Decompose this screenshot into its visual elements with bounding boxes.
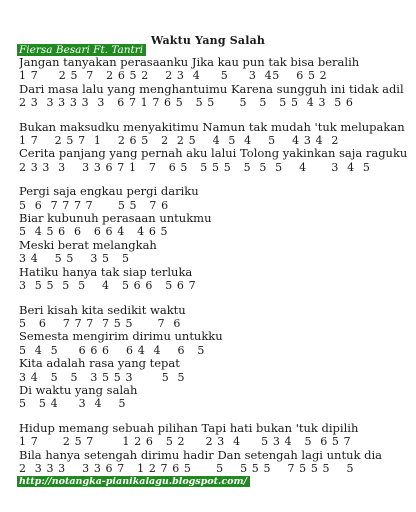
note-line: 3 4 5 5 3 5 5 3 5 5 bbox=[19, 370, 186, 384]
verse-block bbox=[19, 422, 411, 476]
verse-block bbox=[19, 185, 411, 292]
note-line: 3 4 5 5 3 5 5 bbox=[19, 252, 130, 266]
artist-label: Fiersa Besari Ft. Tantri bbox=[17, 44, 146, 56]
footer-link[interactable]: http://notangka-pianikalagu.blogspot.com/ bbox=[17, 476, 250, 487]
note-line: 5 6 7 7 7 7 5 5 7 6 bbox=[19, 198, 169, 212]
verse-block bbox=[19, 304, 411, 411]
note-line: 5 4 5 6 6 6 6 4 4 6 5 bbox=[19, 343, 205, 357]
lyric-line: Jangan tanyakan perasaanku Jika kau pun tak bisa beralih bbox=[19, 56, 360, 69]
lyric-line: Hidup memang sebuah pilihan Tapi hati bukan 'tuk dipilih bbox=[19, 421, 359, 435]
note-line: 3 5 5 5 5 4 5 6 6 5 6 7 bbox=[19, 279, 197, 293]
lyric-line: Meski berat melangkah bbox=[19, 238, 157, 252]
note-line: 1 7 2 5 7 2 6 5 2 2 3 4 5 3 45 6 5 2 bbox=[19, 69, 328, 83]
lyric-line: Bila hanya setengah dirimu hadir Dan setengah lagi untuk dia bbox=[19, 448, 383, 462]
note-line: 5 6 7 7 7 7 5 5 7 6 bbox=[19, 316, 182, 330]
note-line: 5 5 4 3 4 5 bbox=[19, 397, 127, 411]
note-line: 1 7 2 5 7 1 2 6 5 2 2 5 4 5 4 5 4 3 4 2 bbox=[19, 134, 339, 148]
lyric-line: Pergi saja engkau pergi dariku bbox=[19, 185, 199, 199]
lyric-line: Dari masa lalu yang menghantuimu Karena sungguh ini tidak adil bbox=[19, 82, 404, 96]
lyric-line: Kita adalah rasa yang tepat bbox=[19, 357, 180, 371]
lyric-line: Bukan maksudku menyakitimu Namun tak mudah 'tuk melupakan bbox=[19, 120, 405, 134]
note-line: 2 3 3 3 3 3 6 7 1 7 6 5 5 5 5 5 5 5 4 3 4 5 bbox=[19, 160, 371, 174]
lyric-line: Biar kubunuh perasaan untukmu bbox=[19, 212, 212, 226]
song-title: Waktu Yang Salah bbox=[150, 34, 266, 47]
verse-block bbox=[19, 56, 411, 110]
song-content bbox=[19, 56, 411, 475]
note-line: 1 7 2 5 7 1 2 6 5 2 2 3 4 5 3 4 5 6 5 7 bbox=[19, 435, 352, 449]
note-line: 2 3 3 3 3 3 6 7 1 2 7 6 5 5 5 5 5 7 5 5 5 5 bbox=[19, 461, 355, 475]
note-line: 2 3 3 3 3 3 3 6 7 1 7 6 5 5 5 5 5 5 5 4 3 5 6 bbox=[19, 96, 354, 110]
lyric-line: Hatiku hanya tak siap terluka bbox=[19, 265, 193, 279]
verse-block bbox=[19, 121, 411, 175]
note-line: 5 4 5 6 6 6 6 4 4 6 5 bbox=[19, 225, 169, 239]
lyric-line: Cerita panjang yang pernah aku lalui Tolong yakinkan saja raguku bbox=[19, 147, 408, 161]
lyric-line: Beri kisah kita sedikit waktu bbox=[19, 303, 186, 317]
lyric-line: Di waktu yang salah bbox=[19, 383, 138, 397]
lyric-line: Semesta mengirim dirimu untukku bbox=[19, 330, 223, 344]
